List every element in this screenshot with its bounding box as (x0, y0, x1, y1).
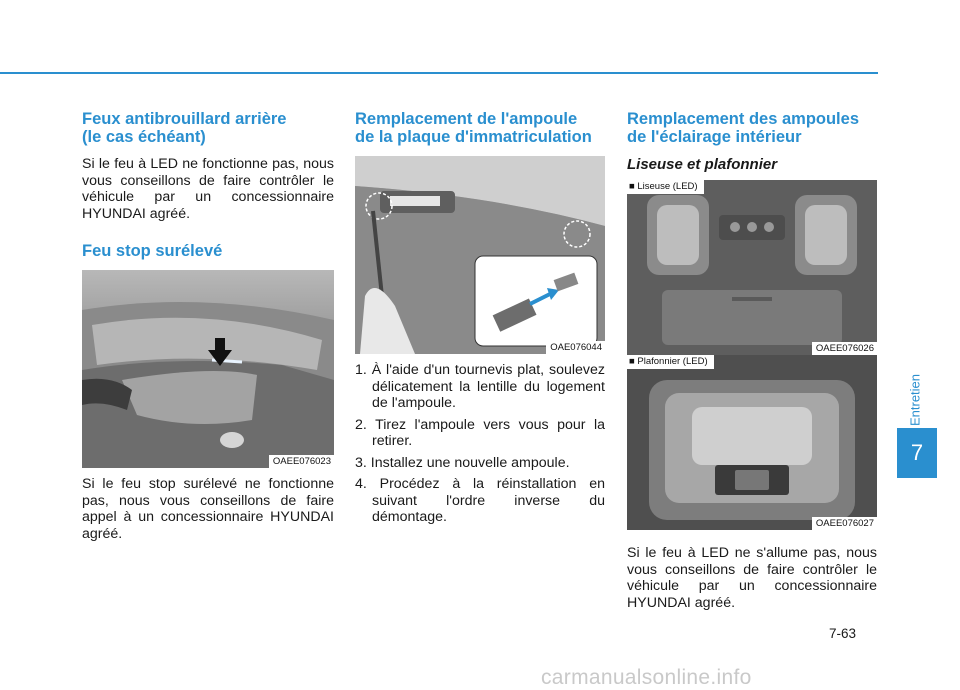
heading-license-plate-line1: Remplacement de l'ampoule (355, 110, 578, 128)
heading-license-plate (355, 110, 607, 146)
column-fog-brake (82, 110, 334, 260)
step-item: 2. Tirez l'ampoule vers vous pour la retirer. (355, 416, 605, 449)
reading-lamp-illustration (627, 180, 877, 355)
heading-interior-line2: de l'éclairage intérieur (627, 128, 802, 146)
watermark: carmanualsonline.info (541, 666, 752, 689)
column-license-plate (355, 110, 607, 146)
car-rear-illustration (82, 270, 334, 468)
heading-license-plate-line2: de la plaque d'immatriculation (355, 128, 592, 146)
reading-lamp-image (627, 180, 877, 355)
heading-interior-lights (627, 110, 879, 146)
high-brake-light-image (82, 270, 334, 468)
column-interior-lights (627, 110, 879, 173)
image-code: OAEE076026 (812, 342, 877, 355)
chapter-badge: 7 (897, 428, 937, 478)
heading-high-brake: Feu stop surélevé (82, 242, 223, 260)
section-name: Entretien (907, 373, 923, 427)
step-item: 3. Installez une nouvelle ampoule. (355, 454, 570, 471)
header-rule (0, 72, 878, 74)
high-brake-text: Si le feu stop surélevé ne fonctionne pas, nous vous conseillons de faire appel à un concessionnaire HYUNDAI agréé. (82, 476, 334, 542)
heading-rear-fog-line2: (le cas échéant) (82, 128, 206, 146)
license-plate-image (355, 156, 605, 354)
license-lamp-illustration (355, 156, 605, 354)
image-label: ■ Liseuse (LED) (627, 180, 704, 194)
step-item: 4. Procédez à la réinstallation en suivant l'ordre inverse du démontage. (355, 476, 605, 525)
image-label: ■ Plafonnier (LED) (627, 355, 714, 369)
rear-fog-text: Si le feu à LED ne fonctionne pas, nous vous conseillons de faire contrôler le véhicule par un concessionnaire HYUNDAI agréé. (82, 156, 334, 222)
subheading-reading-lamp: Liseuse et plafonnier (627, 156, 778, 173)
heading-rear-fog (82, 110, 334, 146)
heading-interior-line1: Remplacement des ampoules (627, 110, 859, 128)
heading-rear-fog-line1: Feux antibrouillard arrière (82, 110, 287, 128)
image-code: OAE076044 (546, 341, 605, 354)
page-number: 7-63 (829, 626, 857, 641)
dome-lamp-illustration (627, 355, 877, 530)
dome-lamp-image (627, 355, 877, 530)
image-code: OAEE076023 (269, 455, 334, 468)
step-item: 1. À l'aide d'un tournevis plat, soulevez délicatement la lentille du logement de l'ampoule. (355, 362, 605, 411)
image-code: OAEE076027 (812, 517, 877, 530)
replacement-steps (355, 362, 605, 531)
interior-light-text: Si le feu à LED ne s'allume pas, nous vous conseillons de faire contrôler le véhicule par un concessionnaire HYUNDAI agréé. (627, 545, 877, 611)
